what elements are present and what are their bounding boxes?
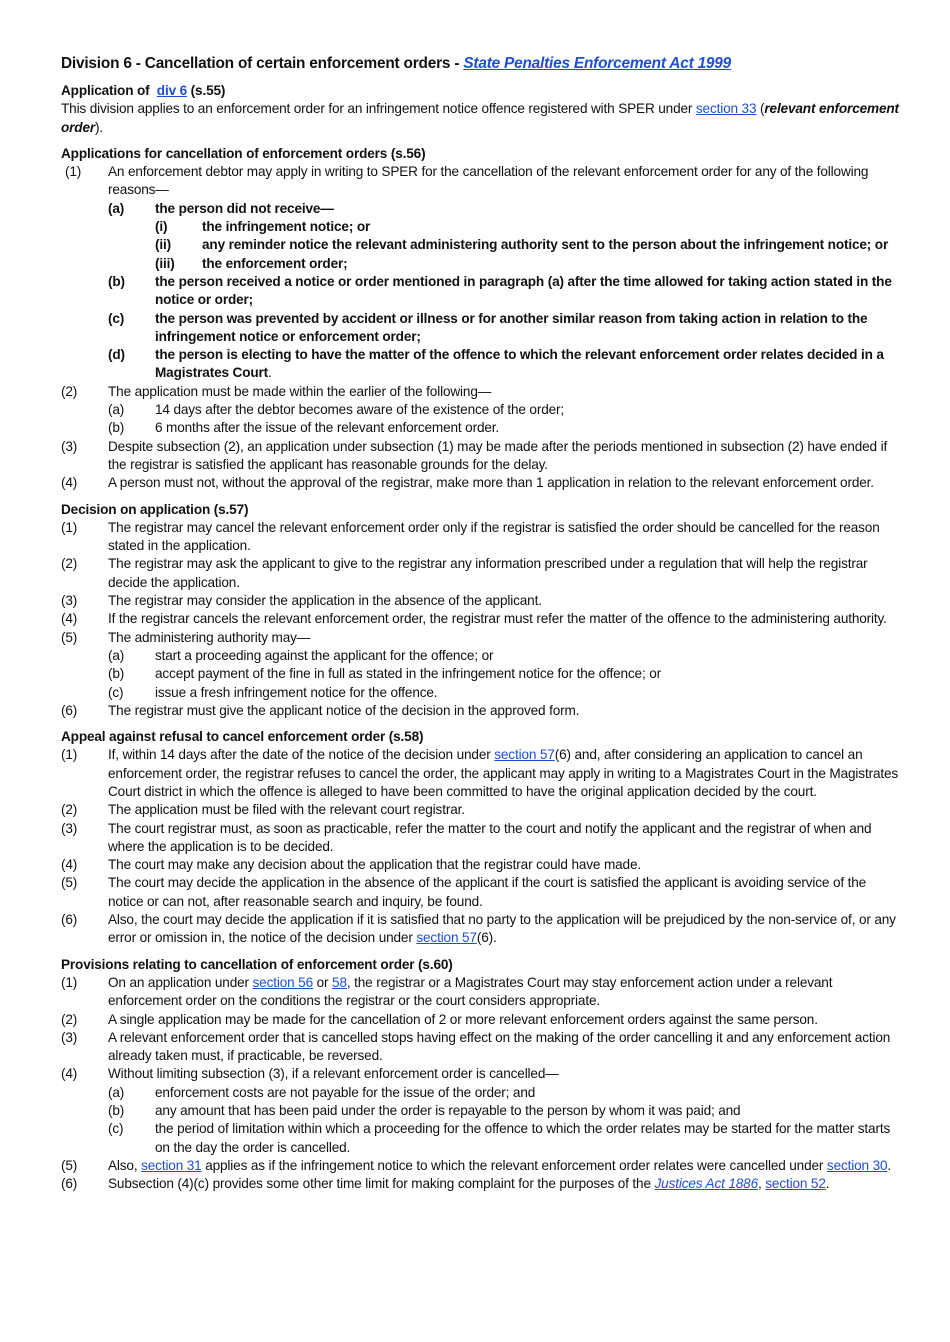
paragraph-text: This division applies to an enforcement order for an infringement notice offence registered with SPER under (61, 101, 696, 117)
subsection (61, 592, 901, 610)
subsection-text: The application must be made within the earlier of the following— (108, 383, 492, 399)
section-57-link[interactable]: section 57 (494, 747, 555, 763)
subsection-text: . (825, 1176, 830, 1192)
section-heading-s55 (61, 82, 901, 100)
subsection (61, 610, 901, 628)
paragraph-text: . (268, 365, 272, 381)
section-52-link[interactable]: section 52 (765, 1176, 826, 1192)
s55-paragraph (61, 100, 901, 137)
subsection-text: On an application under (108, 974, 253, 990)
subsection (61, 163, 901, 200)
paragraph-label: (a) (108, 1084, 125, 1100)
paragraph-label: (a) (108, 200, 125, 216)
subsection-label: (2) (61, 802, 78, 818)
subsection (61, 1011, 901, 1029)
paragraph (108, 401, 901, 419)
subsection-label: (4) (61, 857, 78, 873)
subsection-text: Without limiting subsection (3), if a relevant enforcement order is cancelled— (108, 1066, 559, 1082)
subsection-label: (4) (61, 475, 78, 491)
section-heading-s57: Decision on application (s.57) (61, 501, 249, 517)
paragraph-label: (b) (108, 1103, 125, 1119)
subsection (61, 555, 901, 592)
subsection-text: A person must not, without the approval of the registrar, make more than 1 application in relation to the relevant enforcement order. (108, 475, 874, 491)
subsection-text: , the registrar or a Magistrates Court may stay enforcement action under a relevant enforcement order on the conditions the registrar or the court considers appropriate. (108, 974, 833, 1009)
subsection-label: (3) (61, 820, 78, 836)
subsection (61, 801, 901, 819)
subsection (61, 702, 901, 720)
subsection-text: Also, the court may decide the application if it is satisfied that no party to the application will be prejudiced by the non-service of, or any error or omission in, the notice of the decision under (108, 912, 896, 946)
paragraph (108, 273, 901, 310)
subsection-text: The registrar must give the applicant notice of the decision in the approved form. (108, 702, 580, 718)
subsection-text: If, within 14 days after the date of the notice of the decision under (108, 747, 495, 763)
justices-act-link[interactable]: Justices Act 1886 (654, 1176, 759, 1192)
subsection (61, 629, 901, 647)
subsection-text: The registrar may consider the application in the absence of the applicant. (108, 593, 542, 609)
subsection-label: (2) (61, 383, 78, 399)
subsection-label: (6) (61, 1176, 78, 1192)
subsection (61, 519, 901, 556)
section-heading-s60: Provisions relating to cancellation of enforcement order (s.60) (61, 956, 453, 972)
paragraph-label: (b) (108, 666, 125, 682)
subsection-text: Despite subsection (2), an application under subsection (1) may be made after the periods mentioned in subsection (2) have ended if the registrar is satisfied the applicant has reasonable grounds for the delay. (108, 438, 888, 472)
section-58-link[interactable]: 58 (332, 974, 347, 990)
subsection (61, 383, 901, 401)
paragraph (108, 1120, 901, 1157)
subsection-text: An enforcement debtor may apply in writing to SPER for the cancellation of the relevant enforcement order for any of the following reasons— (108, 164, 869, 198)
subsection-text: (6). (476, 930, 497, 946)
subsection-text: The administering authority may— (108, 629, 311, 645)
div6-link[interactable]: div 6 (156, 83, 188, 98)
subsection-label: (6) (61, 702, 78, 718)
subsection-text: A relevant enforcement order that is cancelled stops having effect on the making of the order cancelling it and any enforcement action already taken must, if practicable, be reversed. (108, 1029, 891, 1064)
heading-text: (s.55) (190, 83, 226, 98)
subsection (61, 911, 901, 948)
subsection-text: A single application may be made for the cancellation of 2 or more relevant enforcement orders against the same person. (108, 1011, 818, 1027)
paragraph-label: (c) (108, 310, 125, 326)
subsection (61, 856, 901, 874)
subsection-text: The registrar may ask the applicant to give to the registrar any information prescribed under a regulation that will help the registrar decide the application. (108, 556, 868, 590)
subsection-label: (5) (61, 629, 78, 645)
subsection-label: (3) (61, 438, 78, 454)
subsection (61, 438, 901, 475)
subsection (61, 1029, 901, 1066)
paragraph-text: issue a fresh infringement notice for the offence. (155, 684, 438, 700)
subparagraph-label: (i) (155, 219, 168, 235)
subsection (61, 474, 901, 492)
paragraph-text: the person is electing to have the matter of the offence to which the relevant enforcement order relates decided in a Magistrates Court (155, 347, 884, 381)
paragraph-text: 6 months after the issue of the relevant enforcement order. (155, 420, 500, 436)
paragraph (108, 346, 901, 383)
subsection-label: (1) (61, 974, 78, 990)
subsection-text: The registrar may cancel the relevant enforcement order only if the registrar is satisfied the order should be cancelled for the reason stated in the application. (108, 519, 880, 554)
paragraph-text: ). (95, 119, 104, 135)
subparagraph-text: the infringement notice; or (202, 219, 371, 235)
paragraph (108, 647, 901, 665)
subsection-text: The court may make any decision about the application that the registrar could have made. (108, 857, 641, 873)
defined-term: relevant enforcement order (61, 101, 899, 135)
subsection-text: The court may decide the application in the absence of the applicant if the court is satisfied the applicant is avoiding service of the notice or can not, after reasonable search and inquiry, be found. (108, 875, 867, 909)
subsection (61, 746, 901, 801)
subsection-label: (1) (61, 519, 78, 535)
section-heading-s58: Appeal against refusal to cancel enforcement order (s.58) (61, 729, 424, 745)
paragraph-text: start a proceeding against the applicant for the offence; or (155, 647, 494, 663)
subsection-text: or (313, 974, 333, 990)
subsection-label: (2) (61, 556, 78, 572)
page-title (61, 54, 901, 74)
paragraph-text: 14 days after the debtor becomes aware of the existence of the order; (155, 402, 565, 418)
subsection-text: Also, (108, 1157, 142, 1173)
subparagraph-label: (ii) (155, 237, 172, 253)
subsection-text: (6) and, after considering an application to cancel an enforcement order, the registrar refuses to cancel the order, the applicant may apply in writing to a Magistrates Court in the Magistrates Court district in which the offence is alleged to have been committed to have the original application decided by the court. (108, 747, 899, 799)
document-page (61, 54, 901, 1194)
paragraph-label: (c) (108, 1121, 124, 1137)
subsection (61, 820, 901, 857)
paragraph-text: the person received a notice or order mentioned in paragraph (a) after the time allowed for taking action stated in the notice or order; (155, 273, 892, 308)
subsection-label: (4) (61, 611, 78, 627)
paragraph-label: (b) (108, 273, 125, 289)
subparagraph (155, 236, 901, 254)
paragraph (108, 1084, 901, 1102)
paragraph-text: the person did not receive— (155, 200, 334, 216)
paragraph-text: accept payment of the fine in full as stated in the infringement notice for the offence; or (155, 666, 661, 682)
title-prefix: Division 6 - Cancellation of certain enforcement orders - (61, 55, 464, 72)
section-heading-s56: Applications for cancellation of enforcement orders (s.56) (61, 145, 426, 161)
subsection-text: The court registrar must, as soon as practicable, refer the matter to the court and notify the applicant and the registrar of when and where the application is to be decided. (108, 820, 872, 854)
subsection (61, 1175, 901, 1193)
subsection-label: (6) (61, 912, 78, 928)
paragraph (108, 310, 901, 347)
subparagraph-text: any reminder notice the relevant administering authority sent to the person about the infringement notice; or (202, 237, 889, 253)
paragraph (108, 419, 901, 437)
subsection-label: (3) (61, 1029, 78, 1045)
subparagraph-label: (iii) (155, 255, 175, 271)
paragraph (108, 1102, 901, 1120)
paragraph-text: the period of limitation within which a proceeding for the offence to which the order relates may be started for the matter starts on the day the order is cancelled. (155, 1121, 891, 1155)
paragraph (108, 665, 901, 683)
section-57-link[interactable]: section 57 (416, 930, 477, 946)
paragraph-label: (a) (108, 647, 125, 663)
paragraph-text: any amount that has been paid under the order is repayable to the person by whom it was paid; and (155, 1103, 741, 1119)
paragraph (108, 684, 901, 702)
section-30-link[interactable]: section 30 (826, 1157, 888, 1173)
paragraph-label: (b) (108, 420, 125, 436)
subparagraph (155, 255, 901, 273)
paragraph-label: (c) (108, 684, 124, 700)
subsection-text: The application must be filed with the relevant court registrar. (108, 802, 465, 818)
subparagraph (155, 218, 901, 236)
paragraph-text: ( (756, 101, 765, 117)
subsection-label: (1) (61, 747, 78, 763)
subsection (61, 874, 901, 911)
section-33-link[interactable]: section 33 (695, 101, 757, 117)
subparagraph-text: the enforcement order; (202, 255, 348, 271)
subsection (61, 974, 901, 1011)
subsection-text: If the registrar cancels the relevant enforcement order, the registrar must refer the matter of the offence to the administering authority. (108, 611, 887, 627)
subsection-label: (2) (61, 1011, 78, 1027)
subsection-text: . (887, 1157, 892, 1173)
subsection-label: (3) (61, 593, 78, 609)
paragraph-text: the person was prevented by accident or illness or for another similar reason from taking action in relation to the infringement notice or enforcement order; (155, 310, 868, 344)
heading-text: Application of (61, 83, 150, 98)
subsection-label: (5) (61, 1157, 78, 1173)
subsection-text: applies as if the infringement notice to which the relevant enforcement order relates were cancelled under (201, 1157, 827, 1173)
paragraph-text: enforcement costs are not payable for the issue of the order; and (155, 1084, 536, 1100)
subsection-label: (5) (61, 875, 78, 891)
act-link[interactable]: State Penalties Enforcement Act 1999 (463, 55, 732, 72)
subsection-label: (1) (65, 164, 82, 180)
subsection-label: (4) (61, 1066, 78, 1082)
subsection (61, 1157, 901, 1175)
section-56-link[interactable]: section 56 (252, 974, 313, 990)
subsection (61, 1065, 901, 1083)
subsection-text: Subsection (4)(c) provides some other time limit for making complaint for the purposes of the (108, 1176, 655, 1192)
section-31-link[interactable]: section 31 (141, 1157, 202, 1173)
paragraph-label: (a) (108, 402, 125, 418)
paragraph-label: (d) (108, 347, 125, 363)
paragraph (108, 200, 901, 218)
subsection-text: , (758, 1176, 766, 1192)
